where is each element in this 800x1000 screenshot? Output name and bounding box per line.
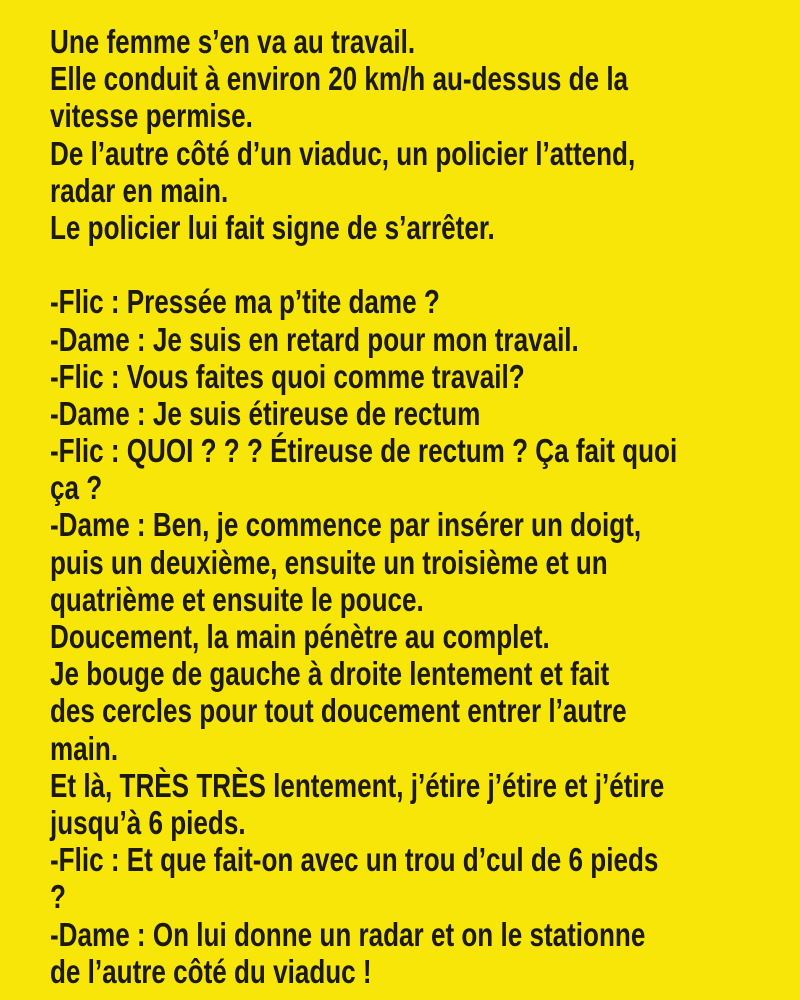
joke-line: ? xyxy=(50,878,66,916)
joke-line: radar en main. xyxy=(50,171,229,209)
joke-line: -Dame : Ben, je commence par insérer un doigt, xyxy=(50,506,642,544)
joke-line: Je bouge de gauche à droite lentement et fait xyxy=(50,655,610,693)
joke-line: puis un deuxième, ensuite un troisième et un xyxy=(50,543,608,581)
joke-line: -Dame : Je suis étireuse de rectum xyxy=(50,394,481,432)
joke-line: quatrième et ensuite le pouce. xyxy=(50,580,424,618)
joke-line: -Flic : Et que fait-on avec un trou d’cul de 6 pieds xyxy=(50,841,659,879)
joke-line: -Dame : On lui donne un radar et on le stationne xyxy=(50,915,646,953)
joke-line: de l’autre côté du viaduc ! xyxy=(50,952,372,990)
joke-line: -Dame : Je suis en retard pour mon travail. xyxy=(50,320,579,358)
joke-line: des cercles pour tout doucement entrer l’autre xyxy=(50,692,627,730)
joke-text xyxy=(50,23,769,990)
joke-line: main. xyxy=(50,729,119,767)
joke-line: jusqu’à 6 pieds. xyxy=(50,803,246,841)
joke-line: -Flic : Pressée ma p’tite dame ? xyxy=(50,283,440,321)
joke-line: De l’autre côté d’un viaduc, un policier l’attend, xyxy=(50,134,636,172)
page xyxy=(0,23,800,1000)
joke-line: Doucement, la main pénètre au complet. xyxy=(50,618,550,655)
joke-line xyxy=(50,246,769,283)
joke-line: Une femme s’en va au travail. xyxy=(50,23,416,60)
joke-line: Et là, TRÈS TRÈS lentement, j’étire j’étire et j’étire xyxy=(50,766,665,804)
joke-line: vitesse permise. xyxy=(50,97,253,135)
joke-line: ça ? xyxy=(50,469,103,507)
joke-line: Elle conduit à environ 20 km/h au-dessus de la xyxy=(50,60,629,98)
joke-line: -Flic : QUOI ? ? ? Étireuse de rectum ? Ça fait quoi xyxy=(50,432,678,470)
joke-line: -Flic : Vous faites quoi comme travail? xyxy=(50,357,525,395)
joke-line: Le policier lui fait signe de s’arrêter. xyxy=(50,208,495,246)
